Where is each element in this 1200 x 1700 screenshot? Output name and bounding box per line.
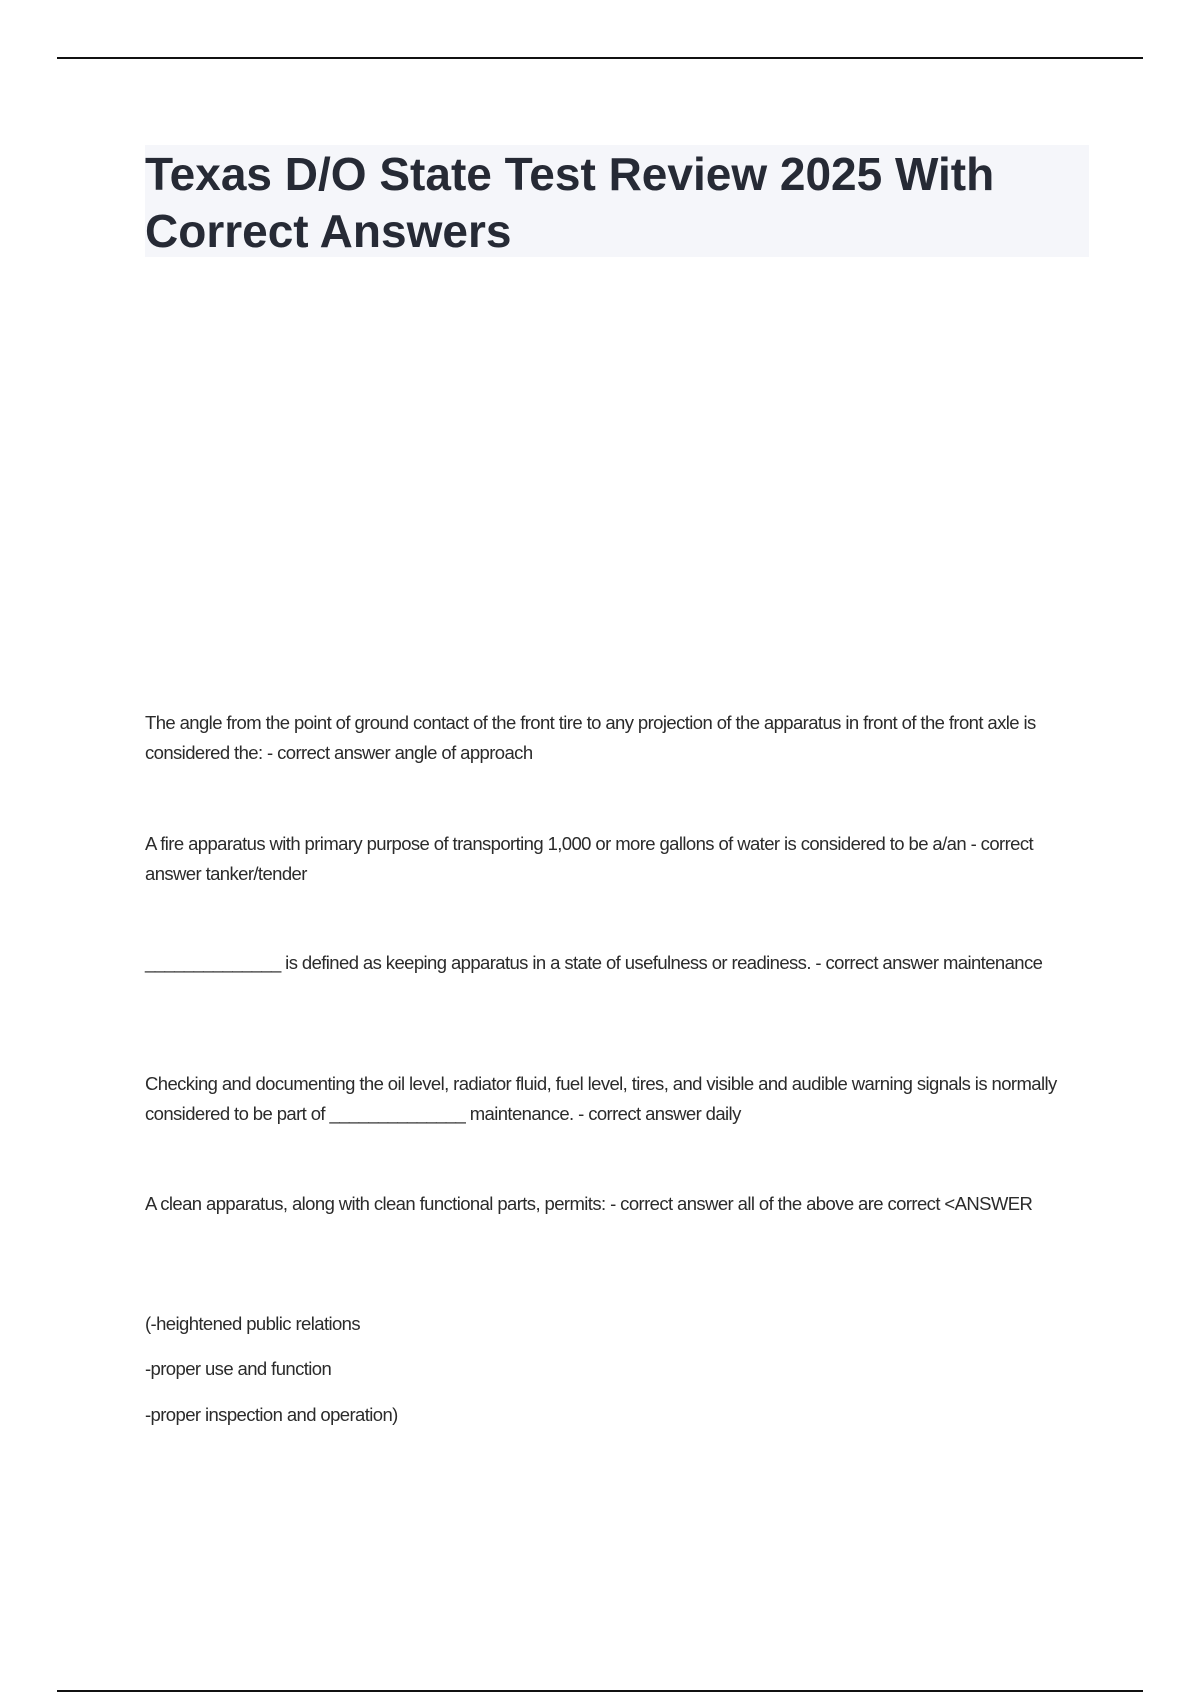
question-paragraph: ______________ is defined as keeping apparatus in a state of usefulness or readiness. - correct answer maintenance (145, 952, 1043, 973)
answer-list-item: -proper inspection and operation) (145, 1404, 398, 1425)
title-banner (145, 145, 1089, 257)
answer-list-item: (-heightened public relations (145, 1313, 361, 1334)
header-rule (57, 57, 1143, 59)
question-paragraph: The angle from the point of ground contact of the front tire to any projection of the apparatus in front of the front axle is considered the: - correct answer angle of approach (145, 712, 1036, 763)
document-title: Texas D/O State Test Review 2025 With Correct Answers (145, 148, 995, 257)
footer-rule (57, 1690, 1143, 1692)
question-paragraph: A clean apparatus, along with clean functional parts, permits: - correct answer all of the above are correct <ANSWER (145, 1193, 1033, 1214)
question-paragraph: A fire apparatus with primary purpose of transporting 1,000 or more gallons of water is considered to be a/an - correct answer tanker/tender (145, 833, 1034, 884)
answer-list-item: -proper use and function (145, 1358, 332, 1379)
question-paragraph: Checking and documenting the oil level, radiator fluid, fuel level, tires, and visible and audible warning signals is normally considered to be part of ______________ maintenance. - correct answer daily (145, 1073, 1057, 1124)
